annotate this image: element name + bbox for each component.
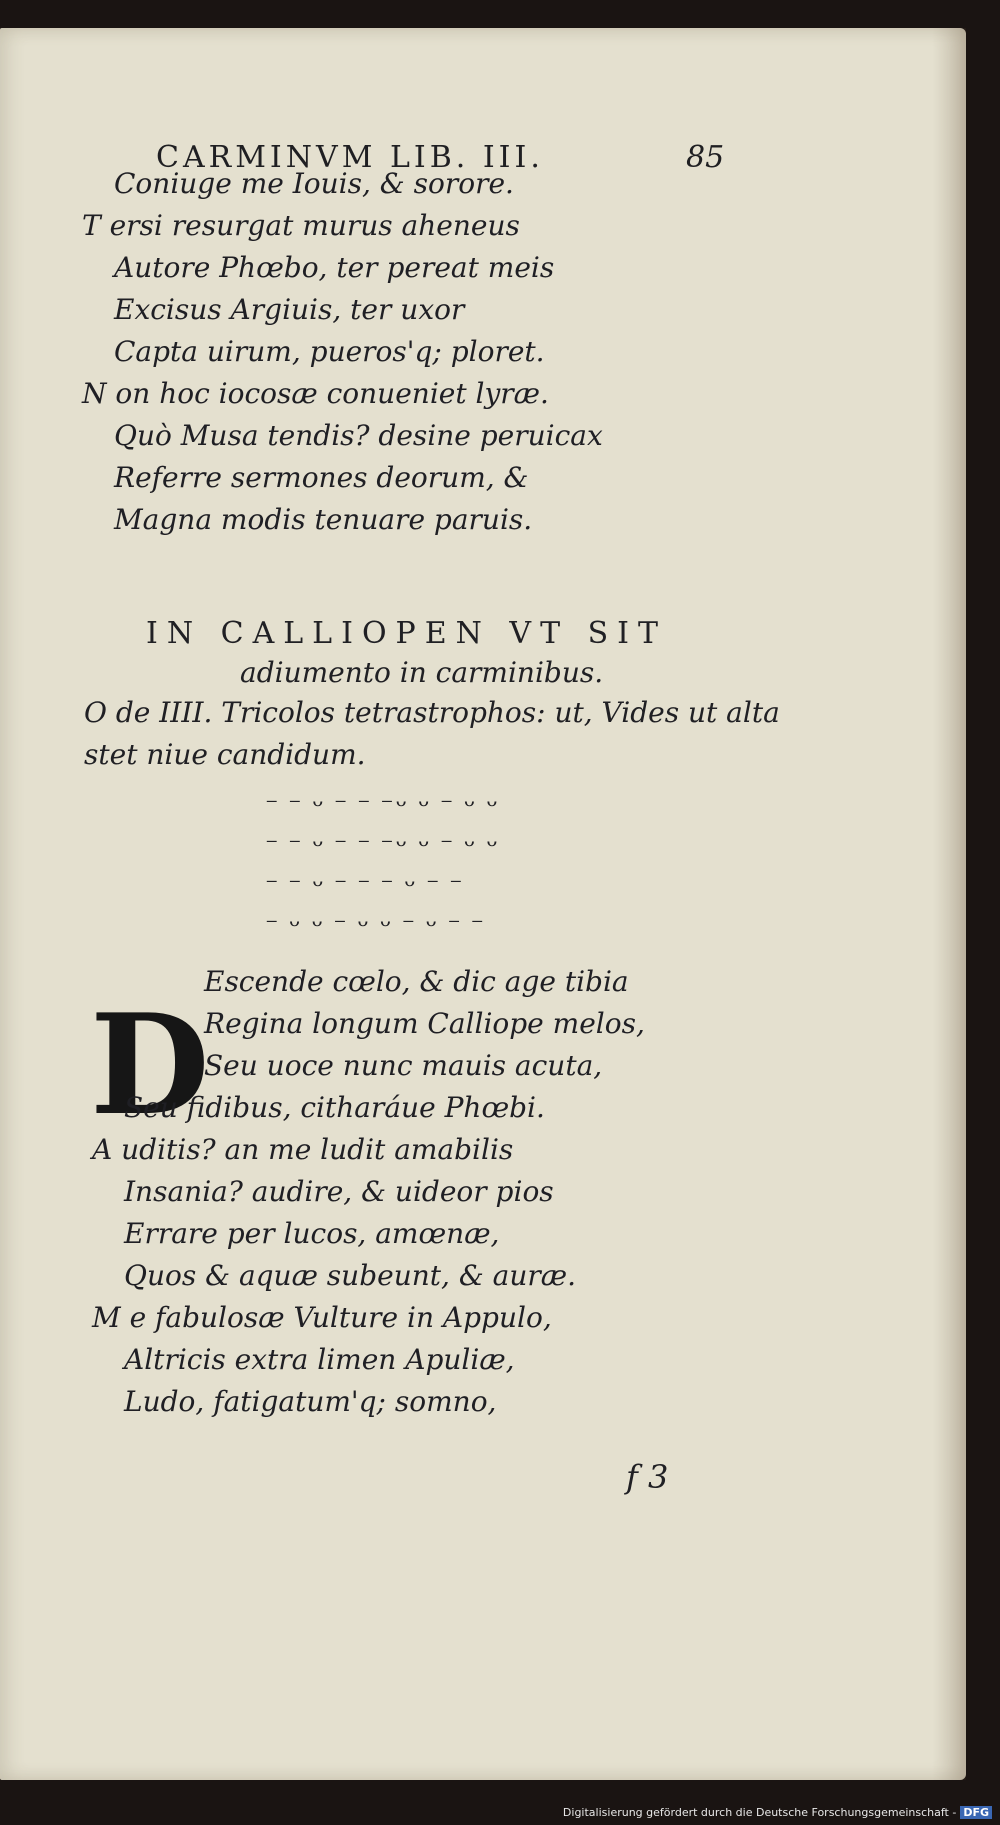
poem-two-line: Escende cœlo, & dic age tibia bbox=[204, 965, 629, 998]
poem-one-line: Magna modis tenuare paruis. bbox=[114, 503, 533, 536]
poem-two-line: A uditis? an me ludit amabilis bbox=[92, 1133, 514, 1166]
section-title: IN CALLIOPEN VT SIT bbox=[146, 616, 668, 651]
poem-two-line: Altricis extra limen Apuliæ, bbox=[124, 1343, 515, 1376]
drop-cap-initial: D bbox=[90, 983, 210, 1146]
poem-one-line: Autore Phœbo, ter pereat meis bbox=[114, 251, 555, 284]
poem-two-line: Quos & aquæ subeunt, & auræ. bbox=[124, 1259, 576, 1292]
ode-note-line: stet niue candidum. bbox=[84, 738, 366, 771]
page-edge-shadow bbox=[932, 28, 966, 1780]
poem-one-line: Coniuge me Iouis, & sorore. bbox=[114, 167, 514, 200]
poem-two-line: Errare per lucos, amœnæ, bbox=[124, 1217, 500, 1250]
credit-text: Digitalisierung gefördert durch die Deutsche Forschungsgemeinschaft - bbox=[562, 1806, 957, 1819]
meter-scheme-line: ‒ ᴗ ᴗ ‒ ᴗ ᴗ ‒ ᴗ ‒ ‒ bbox=[266, 910, 486, 931]
meter-scheme-line: ‒ ‒ ᴗ ‒ ‒ ‒ᴗ ᴗ ‒ ᴗ ᴗ bbox=[266, 790, 501, 811]
folio-number: 85 bbox=[686, 140, 725, 175]
poem-one-line: Referre sermones deorum, & bbox=[114, 461, 529, 494]
meter-scheme-line: ‒ ‒ ᴗ ‒ ‒ ‒ ᴗ ‒ ‒ bbox=[266, 870, 465, 891]
book-page bbox=[0, 28, 966, 1780]
digitization-credit bbox=[563, 1806, 992, 1819]
meter-scheme-line: ‒ ‒ ᴗ ‒ ‒ ‒ᴗ ᴗ ‒ ᴗ ᴗ bbox=[266, 830, 501, 851]
running-title: CARMINVM LIB. III. bbox=[156, 140, 544, 175]
dfg-logo: DFG bbox=[960, 1806, 992, 1819]
poem-two-line: Insania? audire, & uideor pios bbox=[124, 1175, 554, 1208]
signature-mark: f 3 bbox=[626, 1458, 669, 1496]
poem-one-line: T ersi resurgat murus aheneus bbox=[82, 209, 520, 242]
poem-one-line: Capta uirum, pueros'q; ploret. bbox=[114, 335, 545, 368]
poem-two-line: Seu uoce nunc mauis acuta, bbox=[204, 1049, 603, 1082]
poem-two-line: Regina longum Calliope melos, bbox=[204, 1007, 645, 1040]
poem-one-line: N on hoc iocosæ conueniet lyræ. bbox=[82, 377, 549, 410]
poem-one-line: Quò Musa tendis? desine peruicax bbox=[114, 419, 603, 452]
ode-note-line: O de IIII. Tricolos tetrastrophos: ut, Vides ut alta bbox=[84, 696, 780, 729]
section-subtitle: adiumento in carminibus. bbox=[240, 656, 604, 689]
poem-two-line: M e fabulosæ Vulture in Appulo, bbox=[92, 1301, 552, 1334]
poem-two-line: Seu fidibus, citharáue Phœbi. bbox=[124, 1091, 545, 1124]
poem-one-line: Excisus Argiuis, ter uxor bbox=[114, 293, 465, 326]
poem-two-line: Ludo, fatigatum'q; somno, bbox=[124, 1385, 497, 1418]
